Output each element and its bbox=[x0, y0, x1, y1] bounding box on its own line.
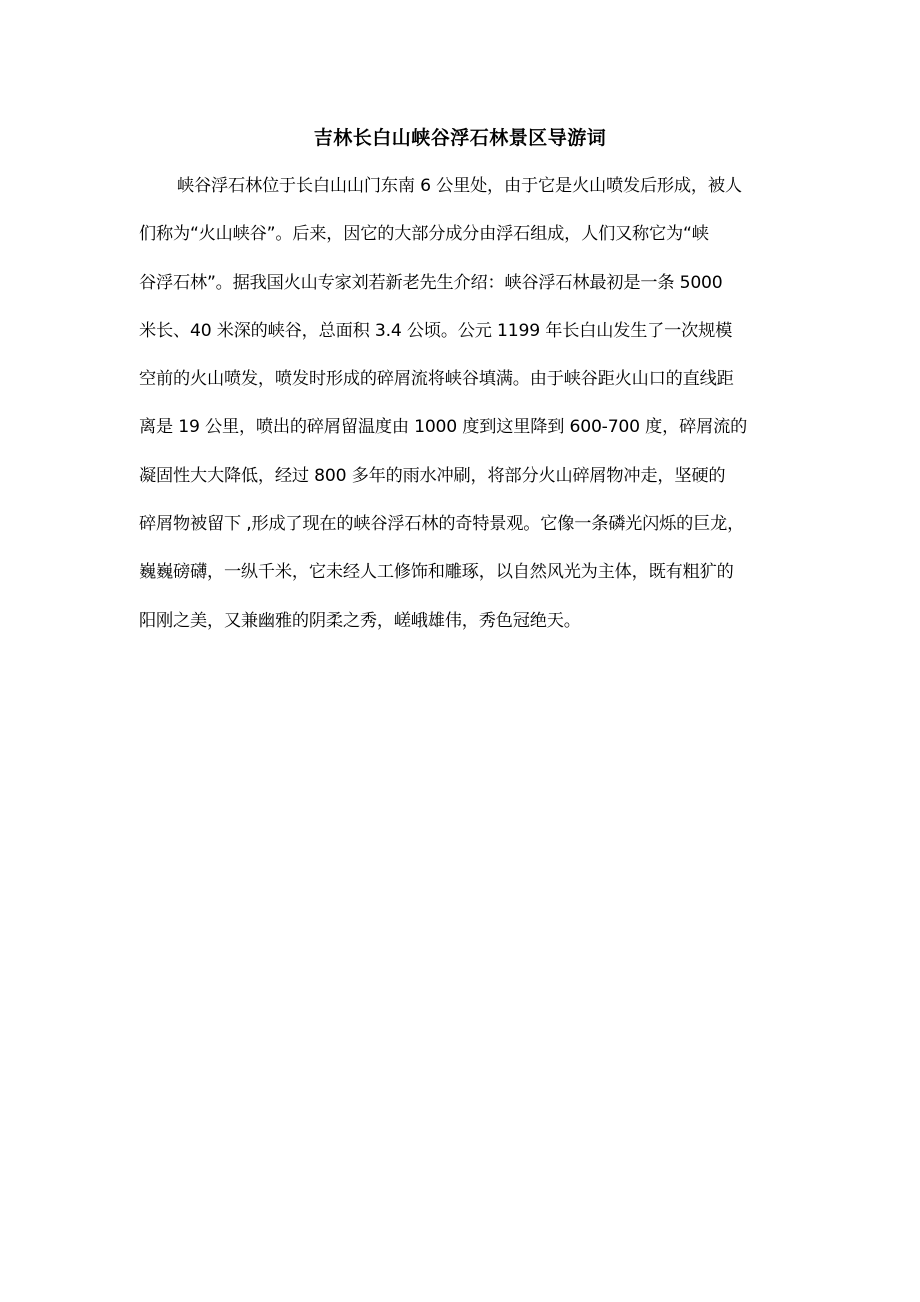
paragraph-line: 峡谷浮石林位于长白山山门东南 6 公里处，由于它是火山喷发后形成，被人 bbox=[177, 176, 742, 196]
paragraph-line: 巍巍磅礴，一纵千米，它未经人工修饰和雕琢，以自然风光为主体，既有粗犷的 bbox=[139, 562, 734, 583]
body-paragraph bbox=[139, 172, 799, 655]
paragraph-line: 谷浮石林”。据我国火山专家刘若新老先生介绍：峡谷浮石林最初是一条 5000 bbox=[139, 272, 723, 293]
document-title: 吉林长白山峡谷浮石林景区导游词 bbox=[313, 127, 607, 149]
paragraph-line: 们称为“火山峡谷”。后来，因它的大部分成分由浮石组成，人们又称它为“峡 bbox=[139, 224, 709, 245]
paragraph-line: 阳刚之美，又兼幽雅的阴柔之秀，嵯峨雄伟，秀色冠绝天。 bbox=[139, 610, 581, 631]
paragraph-line: 空前的火山喷发，喷发时形成的碎屑流将峡谷填满。由于峡谷距火山口的直线距 bbox=[139, 369, 734, 390]
paragraph-line: 米长、40 米深的峡谷，总面积 3.4 公顷。公元 1199 年长白山发生了一次规模 bbox=[139, 320, 733, 341]
paragraph-line: 凝固性大大降低，经过 800 多年的雨水冲刷，将部分火山碎屑物冲走，坚硬的 bbox=[139, 465, 726, 486]
paragraph-line: 碎屑物被留下 ,形成了现在的峡谷浮石林的奇特景观。它像一条磷光闪烁的巨龙， bbox=[139, 514, 745, 535]
paragraph-line: 离是 19 公里，喷出的碎屑留温度由 1000 度到这里降到 600-700 度，碎屑流的 bbox=[139, 417, 748, 438]
